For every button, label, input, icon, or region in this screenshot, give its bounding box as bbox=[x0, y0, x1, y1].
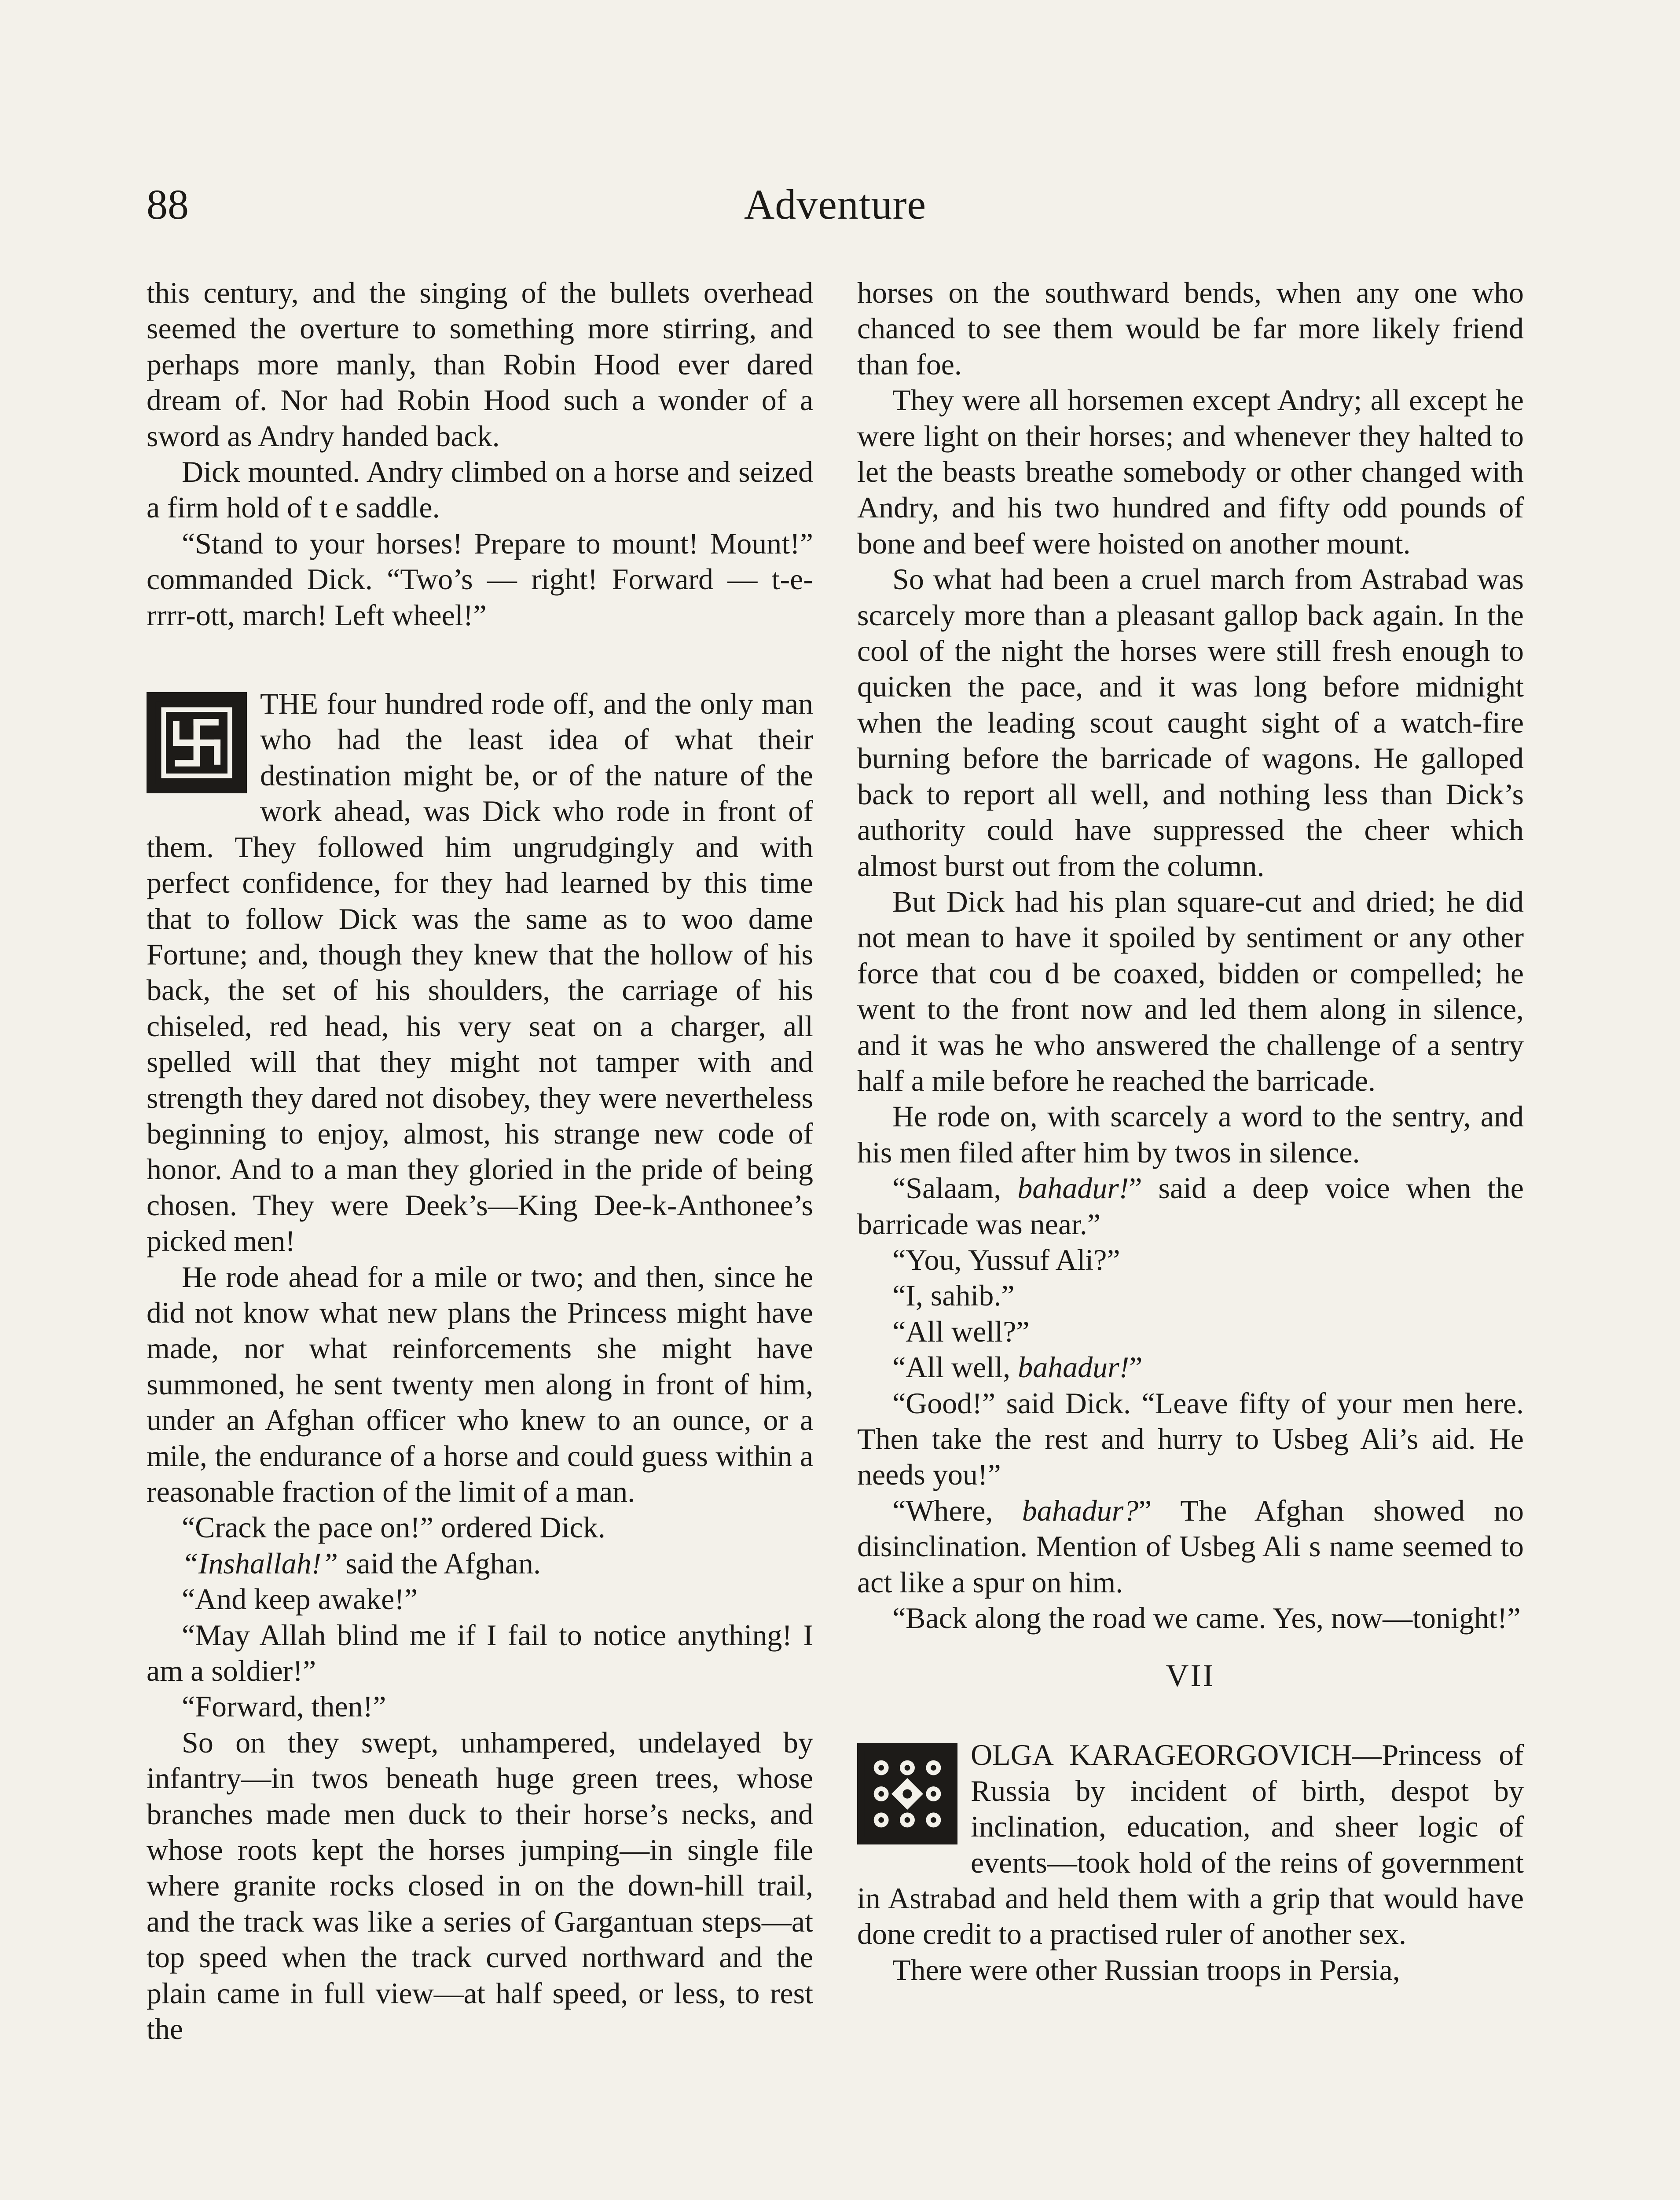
paragraph: OLGA KARAGEORGOVICH—Princess of Russia by incident of birth, despot by inclination, education, and sheer logic of events—took hold of the reins of government in Astrabad and held them with a grip that would have done credit to a practised ruler of another sex. bbox=[857, 1738, 1524, 1951]
text: ” said a deep voice when the barricade was near.” bbox=[857, 1171, 1524, 1241]
paragraph bbox=[857, 1349, 1524, 1385]
floral-ornament-graphic bbox=[861, 1747, 954, 1841]
paragraph: So what had been a cruel march from Astrabad was scarcely more than a pleasant gallop back again. In the cool of the night the horses were still fresh enough to quicken the pace, and it was long before midnight when the leading scout caught sight of a watch-fire burning before the barricade of wagons. He galloped back to report all well, and nothing less than Dick’s authority could have suppressed the cheer which almost burst out from the column. bbox=[857, 562, 1524, 883]
paragraph: “Crack the pace on!” ordered Dick. bbox=[182, 1511, 605, 1544]
paragraph: “Back along the road we came. Yes, now—tonight!” bbox=[892, 1601, 1521, 1635]
paragraph: Dick mounted. Andry climbed on a horse and seized a firm hold of t e saddle. bbox=[147, 455, 813, 524]
page-number: 88 bbox=[147, 181, 189, 228]
left-column bbox=[147, 275, 813, 2200]
paragraph: But Dick had his plan square-cut and dried; he did not mean to have it spoiled by sentiment or any other force that cou d be coaxed, bidden or compelled; he went to the front now and led them along in silence, and it was he who answered the challenge of a sentry half a mile before he reached the barricade. bbox=[857, 884, 1524, 1097]
right-column bbox=[857, 275, 1524, 2200]
section-gap bbox=[147, 633, 813, 686]
running-head bbox=[147, 178, 1524, 231]
paragraph: “All well?” bbox=[892, 1314, 1030, 1348]
paragraph bbox=[857, 1493, 1524, 1600]
paragraph: horses on the southward bends, when any one who chanced to see them would be far more likely friend than foe. bbox=[857, 276, 1524, 381]
paragraph bbox=[857, 1170, 1524, 1242]
swastika-ornament-icon bbox=[147, 692, 247, 793]
paragraph: “Good!” said Dick. “Leave fifty of your men here. Then take the rest and hurry to Usbeg Ali’s aid. He needs you!” bbox=[857, 1386, 1524, 1492]
floral-ornament-icon bbox=[857, 1743, 957, 1844]
text: ” bbox=[1129, 1350, 1143, 1384]
paragraph: “You, Yussuf Ali?” bbox=[892, 1243, 1120, 1276]
italic-text: bahadur! bbox=[1018, 1350, 1130, 1384]
swastika-ornament-graphic bbox=[150, 696, 243, 790]
text: said the Afghan. bbox=[338, 1546, 541, 1580]
paragraph: He rode on, with scarcely a word to the sentry, and his men filed after him by twos in silence. bbox=[857, 1100, 1524, 1169]
paragraph: “I, sahib.” bbox=[892, 1279, 1015, 1313]
paragraph bbox=[147, 1546, 813, 1581]
text: ” The Afghan showed no disinclination. Mention of Usbeg Ali s name seemed to act like a spur on him. bbox=[857, 1493, 1524, 1599]
text: “All well, bbox=[892, 1350, 1018, 1384]
paragraph: He rode ahead for a mile or two; and then, since he did not know what new plans the Princess might have made, nor what reinforcements she might have summoned, he sent twenty men along in front of him, under an Afghan officer who knew to an ounce, or a mile, the endurance of a horse and could guess within a reasonable fraction of the limit of a man. bbox=[147, 1260, 813, 1508]
text: “Salaam, bbox=[892, 1171, 1018, 1205]
paragraph: So on they swept, unhampered, undelayed by infantry—in twos beneath huge green trees, whose branches made men duck to their horse’s necks, and whose roots kept the horses jumping—in single file where granite rocks closed in on the down-hill trail, and the track was like a series of Gargantuan steps—at top speed when the track curved northward and the plain came in full view—at half speed, or less, to rest the bbox=[147, 1725, 813, 2046]
italic-text: bahadur? bbox=[1022, 1493, 1139, 1527]
paragraph: “And keep awake!” bbox=[182, 1582, 418, 1616]
paragraph: “Stand to your horses! Prepare to mount! Mount!” commanded Dick. “Two’s — right! Forward — t-e-rrrr-ott, march! Left wheel!” bbox=[147, 526, 813, 632]
paragraph: There were other Russian troops in Persia, bbox=[892, 1953, 1400, 1987]
text-columns bbox=[147, 275, 1524, 2200]
paragraph: They were all horsemen except Andry; all except he were light on their horses; and whenever they halted to let the beasts breathe somebody or other changed with Andry, and his two hundred and fifty odd pounds of bone and beef were hoisted on another mount. bbox=[857, 383, 1524, 560]
italic-text: “Inshallah!” bbox=[182, 1546, 338, 1580]
italic-text: bahadur! bbox=[1017, 1171, 1129, 1205]
paragraph: “May Allah blind me if I fail to notice anything! I am a soldier!” bbox=[147, 1618, 813, 1688]
section-number: VII bbox=[1166, 1658, 1215, 1694]
paragraph: THE four hundred rode off, and the only man who had the least idea of what their destination might be, or of the nature of the work ahead, was Dick who rode in front of them. They followed him ungrudgingly and with perfect confidence, for they had learned by this time that to follow Dick was the same as to woo dame Fortune; and, though they knew that the hollow of his back, the set of his shoulders, the carriage of his chiseled, red head, his very seat on a charger, all spelled will that they might not tamper with and strength they dared not disobey, they were nevertheless beginning to enjoy, almost, his strange new code of honor. And to a man they gloried in the pride of being chosen. They were Deek’s—King Dee-k-Anthonee’s picked men! bbox=[147, 687, 813, 1258]
running-title: Adventure bbox=[744, 181, 927, 228]
paragraph: “Forward, then!” bbox=[182, 1690, 386, 1723]
paragraph: this century, and the singing of the bullets overhead seemed the overture to something more stirring, and perhaps more manly, than Robin Hood ever dared dream of. Nor had Robin Hood such a wonder of a sword as Andry handed back. bbox=[147, 276, 813, 453]
text: “Where, bbox=[892, 1493, 1022, 1527]
